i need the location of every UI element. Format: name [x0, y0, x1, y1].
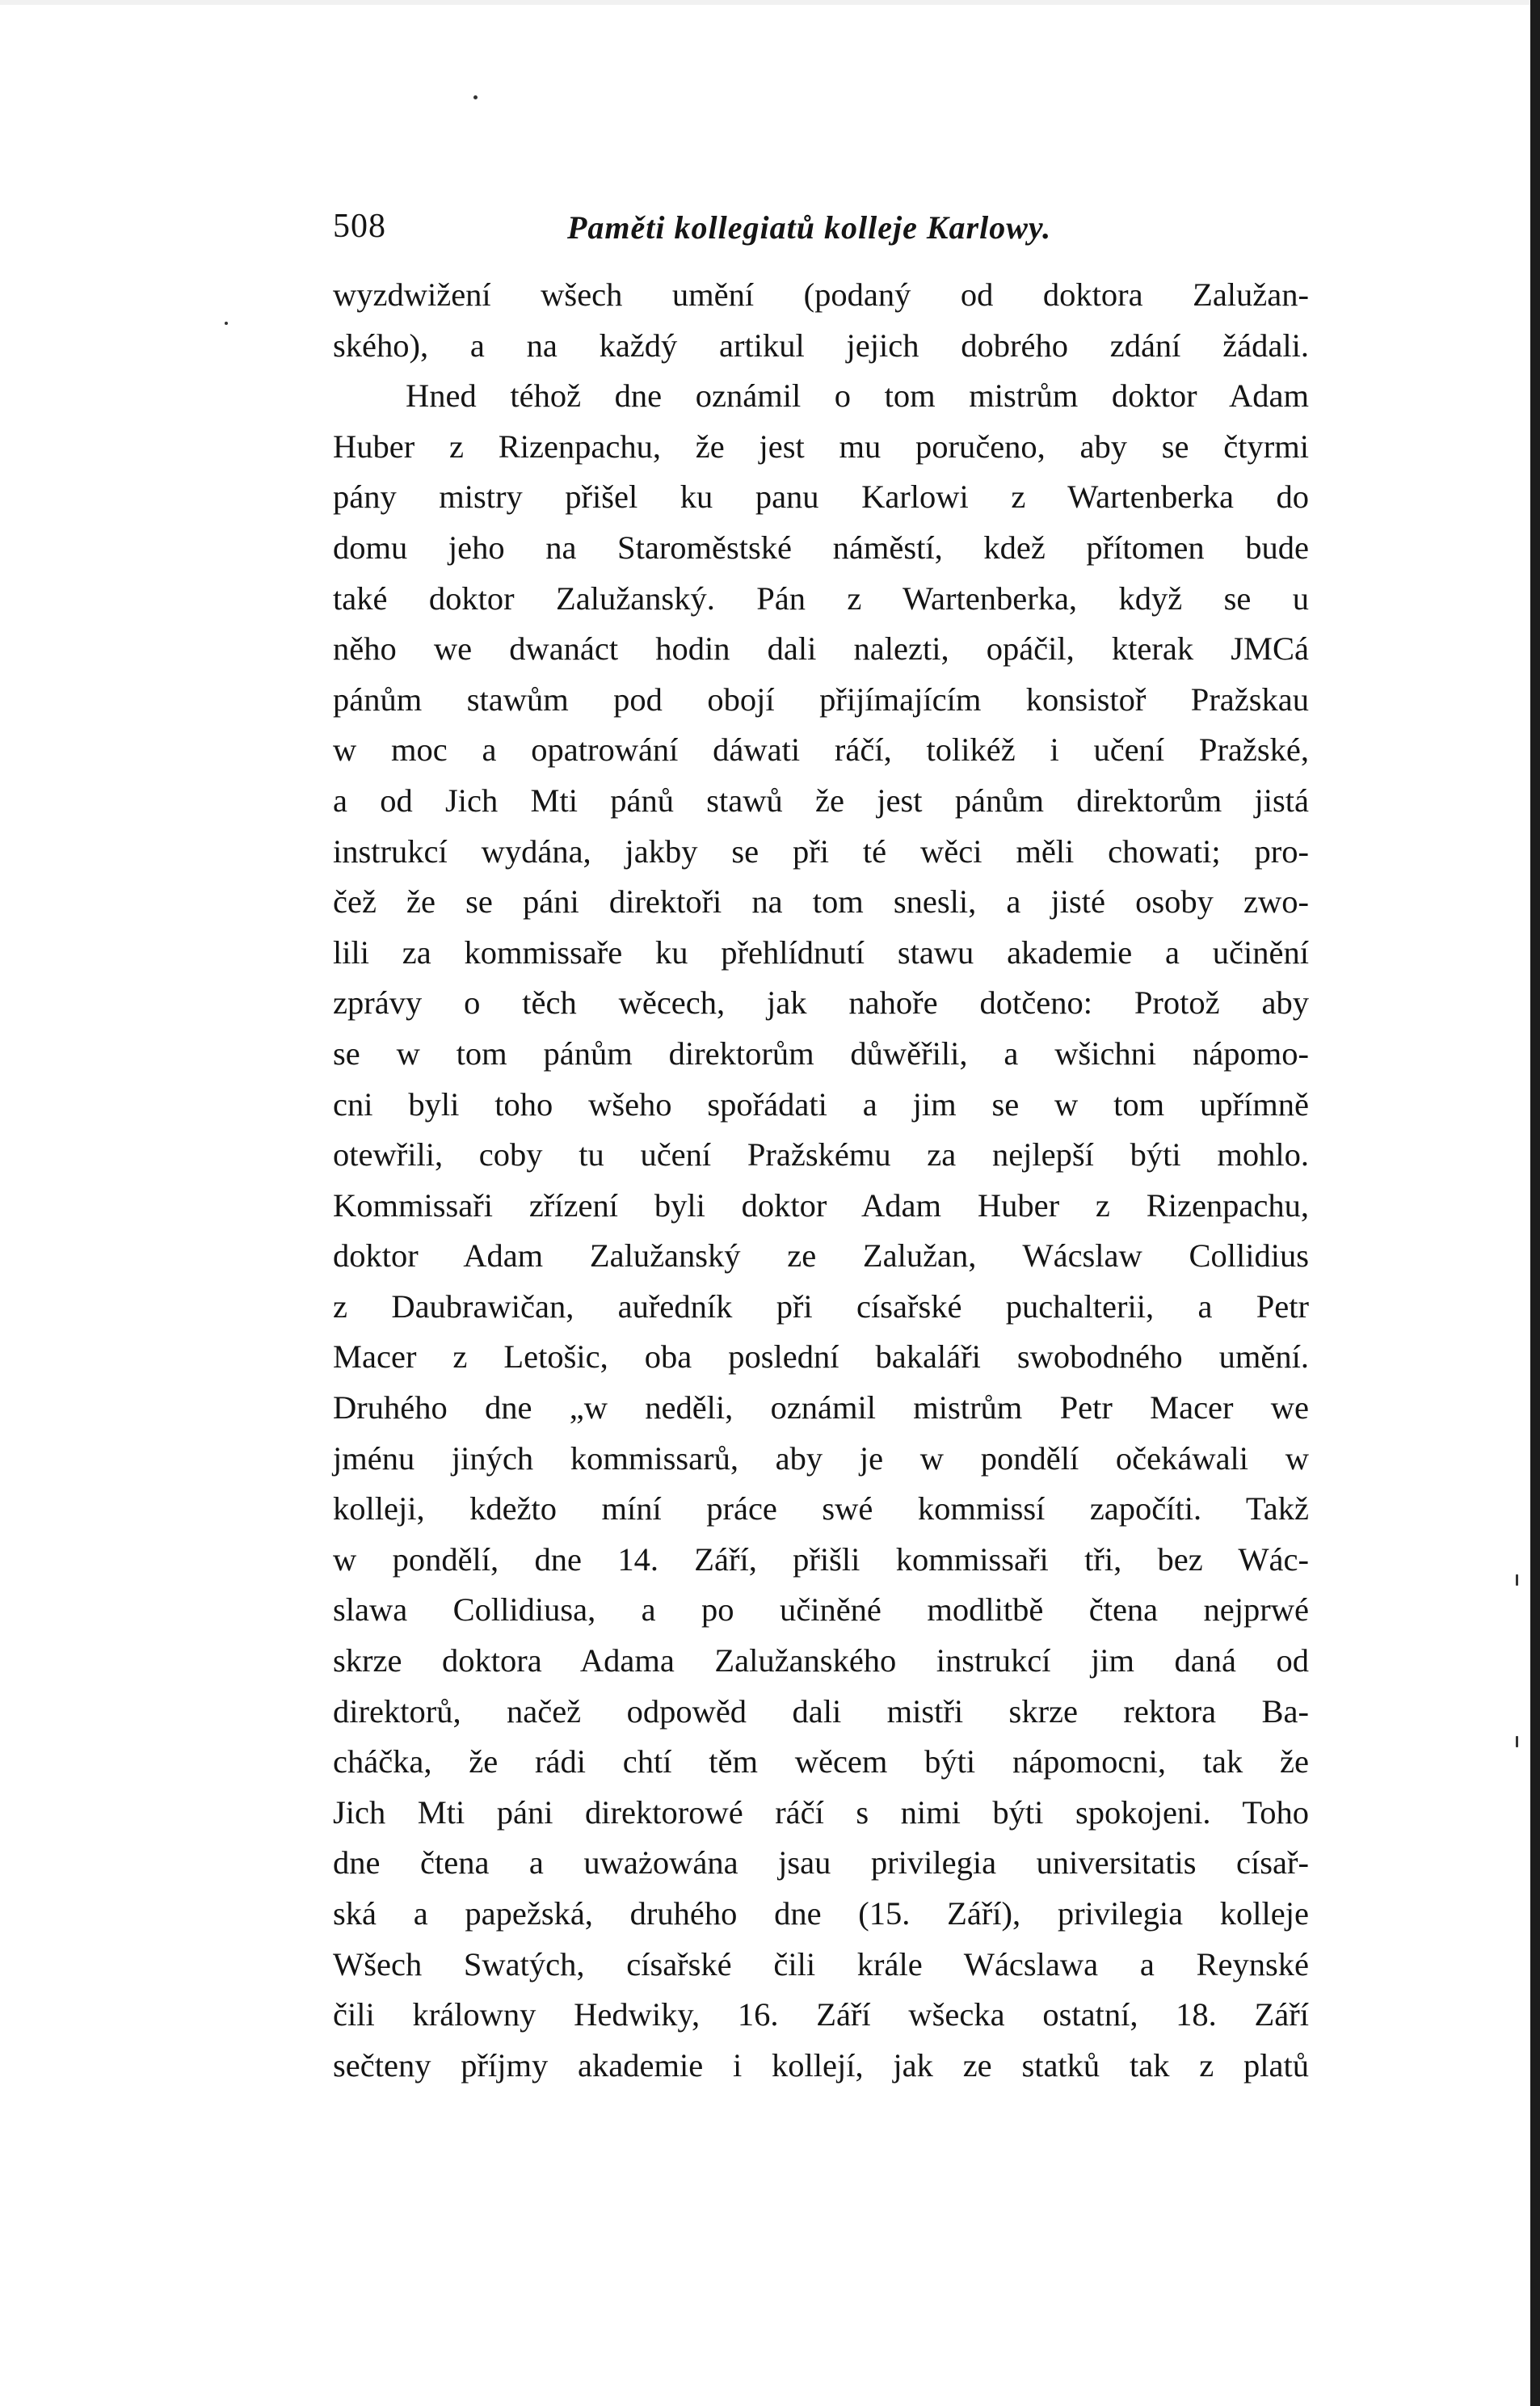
text-line: w moc a opatrowání dáwati ráčí, tolikéž i učení Pražské,: [333, 731, 1309, 769]
running-title: Paměti kollegiatů kolleje Karlowy.: [567, 209, 1052, 246]
text-line: Huber z Rizenpachu, že jest mu poručeno, aby se čtyrmi: [333, 428, 1309, 465]
text-line: pány mistry přišel ku panu Karlowi z Wartenberka do: [333, 478, 1309, 516]
text-line: jménu jiných kommissarů, aby je w pondělí očekáwali w: [333, 1439, 1309, 1477]
text-line: Druhého dne „w neděli, oznámil mistrům Petr Macer we: [333, 1389, 1309, 1426]
text-line: z Daubrawičan, auředník při císařské puchalterii, a Petr: [333, 1287, 1309, 1325]
text-line: w pondělí, dne 14. Září, přišli kommissaři tři, bez Wác-: [333, 1540, 1309, 1578]
text-line: lili za kommissaře ku přehlídnutí stawu akademie a učinění: [333, 933, 1309, 971]
scan-top-edge: [0, 0, 1540, 5]
scan-speck: [1516, 1736, 1518, 1747]
text-line: slawa Collidiusa, a po učiněné modlitbě čtena nejprwé: [333, 1591, 1309, 1629]
text-line: domu jeho na Staroměstské náměstí, kdež přítomen bude: [333, 529, 1309, 566]
text-line: Macer z Letošic, oba poslední bakaláři swobodného umění.: [333, 1338, 1309, 1376]
text-line: se w tom pánům direktorům důwěřili, a wšichni nápomo-: [333, 1034, 1309, 1072]
text-line: Jich Mti páni direktorowé ráčí s nimi býti spokojeni. Toho: [333, 1793, 1309, 1831]
text-line: zprávy o těch wěcech, jak nahoře dotčeno: Protož aby: [333, 984, 1309, 1022]
text-line: pánům stawům pod obojí přijímajícím konsistoř Pražskau: [333, 681, 1309, 718]
text-line: cháčka, že rádi chtí těm wěcem býti nápomocni, tak že: [333, 1743, 1309, 1780]
text-line: a od Jich Mti pánů stawů že jest pánům direktorům jistá: [333, 782, 1309, 819]
text-line: čili králowny Hedwiky, 16. Září wšecka ostatní, 18. Září: [333, 1996, 1309, 2033]
text-line: Wšech Swatých, císařské čili krále Wácslawa a Reynské: [333, 1945, 1309, 1983]
scan-speck: [225, 322, 228, 325]
book-page: [333, 202, 1309, 2091]
body-text: [333, 270, 1309, 2091]
text-line: dne čtena a uważowána jsau privilegia universitatis císař-: [333, 1844, 1309, 1881]
text-line: doktor Adam Zalužanský ze Zalužan, Wácslaw Collidius: [333, 1237, 1309, 1275]
page-number: 508: [333, 208, 386, 245]
text-line: kolleji, kdežto míní práce swé kommissí započíti. Takž: [333, 1490, 1309, 1527]
text-line: také doktor Zalužanský. Pán z Wartenberka, když se u: [333, 579, 1309, 617]
text-line: direktorů, načež odpowěd dali mistři skrze rektora Ba-: [333, 1692, 1309, 1730]
text-line: otewřili, coby tu učení Pražskému za nejlepší býti mohlo.: [333, 1136, 1309, 1174]
text-line: instrukcí wydána, jakby se při té wěci měli chowati; pro-: [333, 832, 1309, 870]
text-line: ská a papežská, druhého dne (15. Září), privilegia kolleje: [333, 1895, 1309, 1932]
text-line: ského), a na každý artikul jejich dobrého zdání žádali.: [333, 327, 1309, 364]
text-line: něho we dwanáct hodin dali nalezti, opáčil, kterak JMCá: [333, 630, 1309, 668]
text-line: wyzdwižení wšech umění (podaný od doktora Zalužan-: [333, 276, 1309, 313]
scan-speck: [1516, 1574, 1518, 1586]
text-line: Hned téhož dne oznámil o tom mistrům doktor Adam: [406, 377, 1309, 415]
running-head: [333, 202, 1309, 259]
text-line: čež že se páni direktoři na tom snesli, a jisté osoby zwo-: [333, 883, 1309, 921]
text-line: cni byli toho wšeho spořádati a jim se w tom upřímně: [333, 1085, 1309, 1123]
scan-speck: [473, 95, 478, 99]
scan-right-edge: [1530, 0, 1540, 2406]
text-line: sečteny příjmy akademie i kollejí, jak ze statků tak z platů: [333, 2046, 1309, 2084]
text-line: skrze doktora Adama Zalužanského instrukcí jim daná od: [333, 1642, 1309, 1679]
text-line: Kommissaři zřízení byli doktor Adam Huber z Rizenpachu,: [333, 1186, 1309, 1224]
